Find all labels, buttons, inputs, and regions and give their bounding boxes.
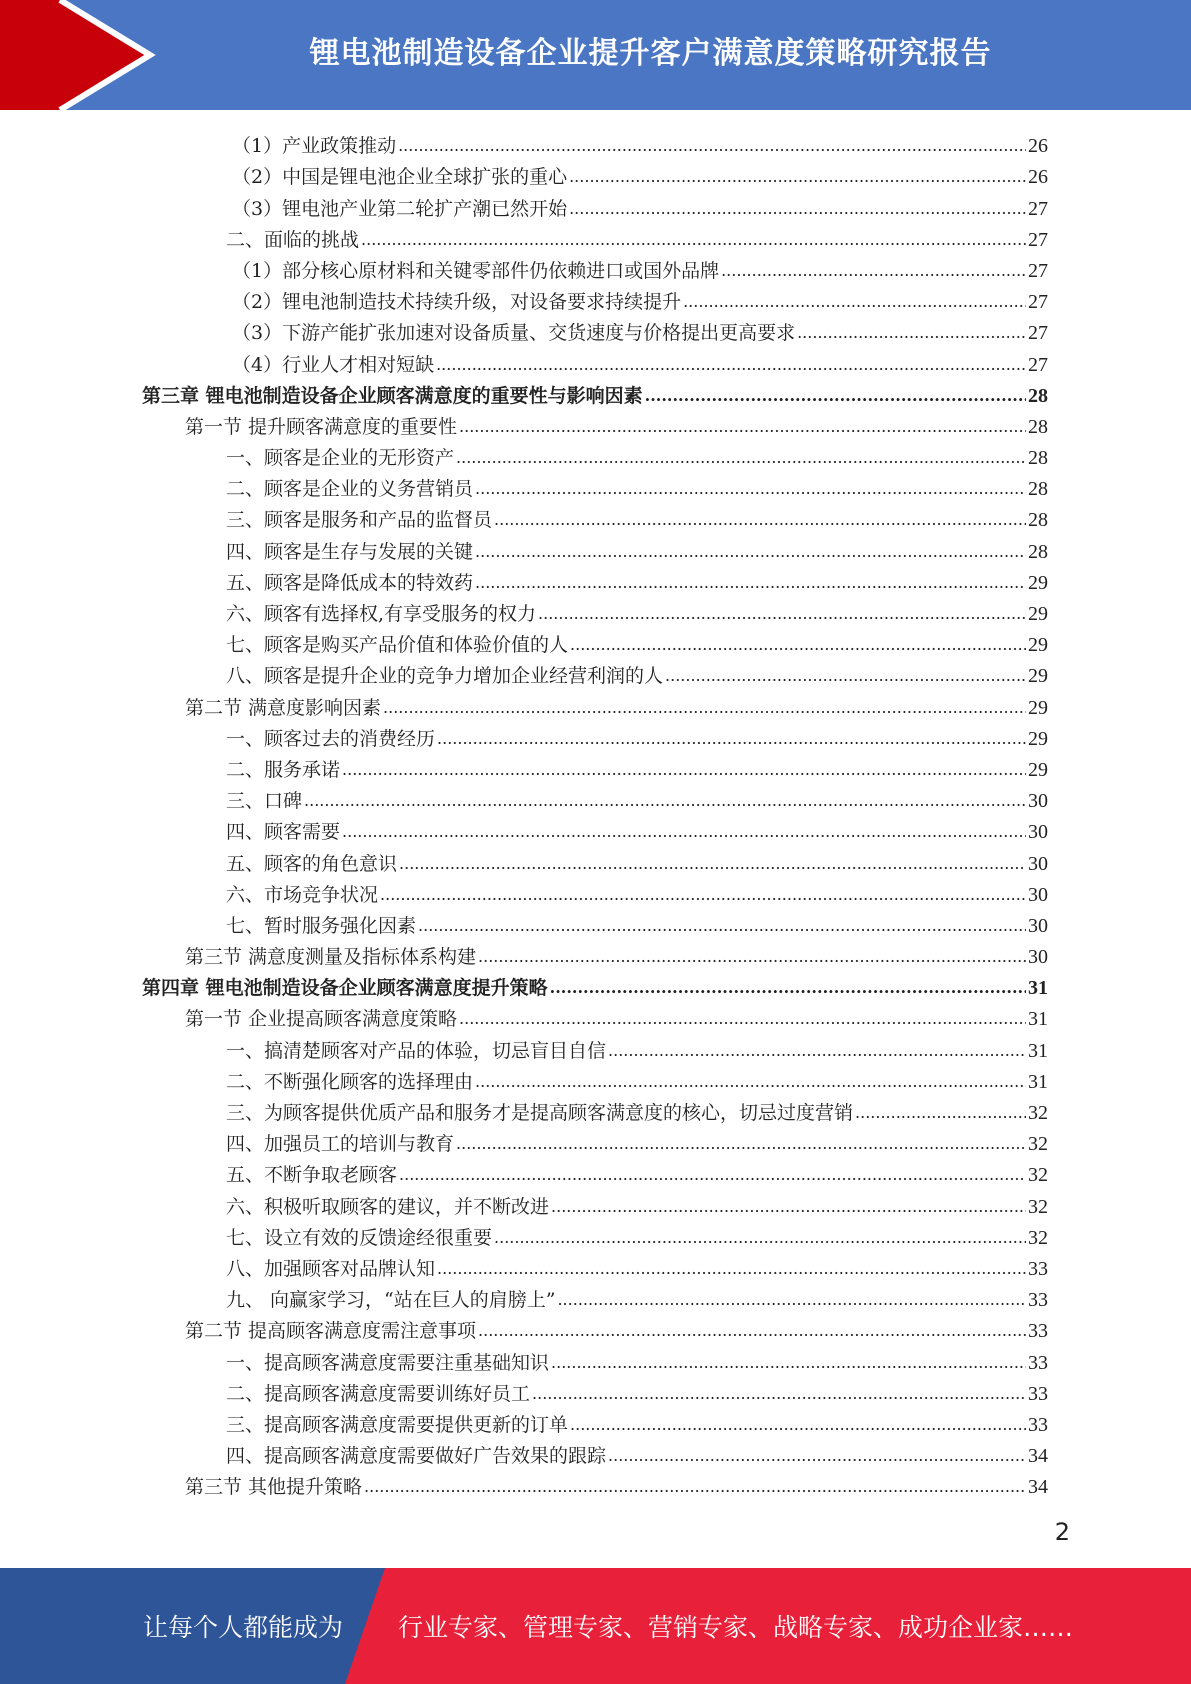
toc-entry[interactable] xyxy=(0,1219,1191,1250)
toc-leader-dots xyxy=(570,1413,1026,1437)
toc-entry-title: 六、积极听取顾客的建议，并不断改进 xyxy=(226,1195,550,1218)
toc-entry[interactable] xyxy=(0,345,1191,376)
toc-entry-title: 三、提高顾客满意度需要提供更新的订单 xyxy=(226,1413,569,1436)
toc-entry-title: （4）行业人才相对短缺 xyxy=(232,353,435,376)
toc-leader-dots xyxy=(418,914,1026,938)
toc-entry[interactable] xyxy=(0,844,1191,875)
toc-leader-dots xyxy=(399,1163,1026,1187)
toc-entry-title: 五、不断争取老顾客 xyxy=(226,1164,398,1187)
toc-entry-title: 第一节 提升顾客满意度的重要性 xyxy=(185,415,458,438)
toc-entry-title: 四、提高顾客满意度需要做好广告效果的跟踪 xyxy=(226,1445,607,1468)
toc-leader-dots xyxy=(494,508,1026,532)
toc-entry-title: 二、面临的挑战 xyxy=(226,228,360,251)
toc-entry[interactable] xyxy=(0,876,1191,907)
toc-entry-page: 30 xyxy=(1028,914,1048,937)
toc-entry-page: 33 xyxy=(1028,1382,1048,1405)
toc-leader-dots xyxy=(437,727,1026,751)
toc-entry[interactable] xyxy=(0,1312,1191,1343)
toc-entry-page: 34 xyxy=(1028,1445,1048,1468)
toc-entry[interactable] xyxy=(0,907,1191,938)
toc-leader-dots xyxy=(342,820,1026,844)
toc-leader-dots xyxy=(475,477,1026,501)
toc-entry[interactable] xyxy=(0,221,1191,252)
toc-entry-title: 一、顾客过去的消费经历 xyxy=(226,727,436,750)
toc-entry-title: 八、加强顾客对品牌认知 xyxy=(226,1257,436,1280)
toc-entry[interactable] xyxy=(0,1468,1191,1499)
toc-entry[interactable] xyxy=(0,1250,1191,1281)
toc-entry-page: 33 xyxy=(1028,1289,1048,1312)
toc-entry-title: 九、 向赢家学习，“站在巨人的肩膀上” xyxy=(226,1289,556,1312)
toc-leader-dots xyxy=(475,540,1026,564)
toc-entry[interactable] xyxy=(0,189,1191,220)
toc-entry-page: 30 xyxy=(1028,790,1048,813)
toc-leader-dots xyxy=(342,758,1026,782)
toc-entry-title: 七、设立有效的反馈途经很重要 xyxy=(226,1226,493,1249)
toc-leader-dots xyxy=(532,1382,1026,1406)
toc-entry-page: 34 xyxy=(1028,1476,1048,1499)
toc-leader-dots xyxy=(436,353,1026,377)
toc-entry-title: （3）下游产能扩张加速对设备质量、交货速度与价格提出更高要求 xyxy=(232,322,796,345)
toc-entry-page: 28 xyxy=(1028,415,1048,438)
toc-entry-title: （2）锂电池制造技术持续升级，对设备要求持续提升 xyxy=(232,291,682,314)
toc-leader-dots xyxy=(494,1226,1026,1250)
toc-entry-title: 第一节 企业提高顾客满意度策略 xyxy=(185,1008,458,1031)
toc-leader-dots xyxy=(665,664,1026,688)
toc-entry-page: 29 xyxy=(1028,727,1048,750)
toc-entry-title: 二、服务承诺 xyxy=(226,758,341,781)
toc-leader-dots xyxy=(797,321,1026,345)
toc-entry-title: 第三章 锂电池制造设备企业顾客满意度的重要性与影响因素 xyxy=(142,384,643,407)
toc-entry-title: 第二节 满意度影响因素 xyxy=(185,696,382,719)
toc-leader-dots xyxy=(475,571,1026,595)
toc-entry-page: 33 xyxy=(1028,1320,1048,1343)
toc-entry[interactable] xyxy=(0,501,1191,532)
toc-entry-title: 三、口碑 xyxy=(226,790,303,813)
toc-leader-dots xyxy=(855,1101,1026,1125)
footer-slogan-right: 行业专家、管理专家、营销专家、战略专家、成功企业家…… xyxy=(398,1613,1074,1642)
toc-leader-dots xyxy=(383,696,1026,720)
toc-leader-dots xyxy=(459,415,1026,439)
toc-leader-dots xyxy=(645,384,1026,408)
toc-entry[interactable] xyxy=(0,782,1191,813)
toc-entry-page: 31 xyxy=(1028,977,1048,1000)
toc-entry-title: 二、顾客是企业的义务营销员 xyxy=(226,478,474,501)
toc-leader-dots xyxy=(570,633,1026,657)
toc-entry-title: 一、搞清楚顾客对产品的体验，切忌盲目自信 xyxy=(226,1039,607,1062)
toc-entry-title: 二、提高顾客满意度需要训练好员工 xyxy=(226,1382,531,1405)
toc-entry-page: 29 xyxy=(1028,571,1048,594)
toc-entry-page: 26 xyxy=(1028,166,1048,189)
toc-leader-dots xyxy=(459,1007,1026,1031)
toc-leader-dots xyxy=(364,1475,1026,1499)
toc-entry[interactable] xyxy=(0,377,1191,408)
toc-entry-page: 28 xyxy=(1028,540,1048,563)
toc-entry-title: 三、为顾客提供优质产品和服务才是提高顾客满意度的核心，切忌过度营销 xyxy=(226,1102,854,1124)
toc-entry-page: 28 xyxy=(1028,447,1048,470)
toc-entry-page: 30 xyxy=(1028,946,1048,969)
toc-entry-title: （1）部分核心原材料和关键零部件仍依赖进口或国外品牌 xyxy=(232,259,720,282)
toc-entry[interactable] xyxy=(0,283,1191,314)
toc-entry[interactable] xyxy=(0,1281,1191,1312)
toc-entry-page: 32 xyxy=(1028,1102,1048,1124)
toc-entry-page: 31 xyxy=(1028,1039,1048,1062)
toc-entry[interactable] xyxy=(0,470,1191,501)
toc-entry-page: 27 xyxy=(1028,291,1048,314)
toc-entry-page: 27 xyxy=(1028,197,1048,220)
toc-entry-page: 29 xyxy=(1028,696,1048,719)
toc-entry-page: 33 xyxy=(1028,1257,1048,1280)
toc-entry-title: （1）产业政策推动 xyxy=(232,135,397,158)
toc-entry[interactable] xyxy=(0,1406,1191,1437)
toc-leader-dots xyxy=(608,1444,1026,1468)
toc-entry-page: 32 xyxy=(1028,1195,1048,1218)
toc-leader-dots xyxy=(361,228,1026,252)
table-of-contents xyxy=(0,127,1191,1499)
toc-leader-dots xyxy=(398,134,1026,158)
toc-entry[interactable] xyxy=(0,158,1191,189)
toc-entry[interactable] xyxy=(0,813,1191,844)
toc-entry-page: 27 xyxy=(1028,228,1048,251)
toc-entry-title: 三、顾客是服务和产品的监督员 xyxy=(226,509,493,532)
toc-entry[interactable] xyxy=(0,1375,1191,1406)
toc-entry-page: 29 xyxy=(1028,758,1048,781)
toc-entry-title: 一、顾客是企业的无形资产 xyxy=(226,447,455,470)
toc-entry[interactable] xyxy=(0,626,1191,657)
toc-entry[interactable] xyxy=(0,1000,1191,1031)
toc-entry-page: 27 xyxy=(1028,353,1048,376)
toc-entry-page: 31 xyxy=(1028,1070,1048,1093)
toc-entry-title: 七、暂时服务强化因素 xyxy=(226,914,417,937)
toc-entry[interactable] xyxy=(0,720,1191,751)
toc-entry[interactable] xyxy=(0,657,1191,688)
toc-entry[interactable] xyxy=(0,595,1191,626)
toc-leader-dots xyxy=(475,1070,1026,1094)
toc-entry-page: 29 xyxy=(1028,665,1048,688)
toc-leader-dots xyxy=(304,789,1026,813)
toc-leader-dots xyxy=(538,602,1026,626)
red-chevron-icon xyxy=(0,0,160,110)
toc-entry-title: 六、市场竞争状况 xyxy=(226,883,379,906)
header-bar xyxy=(0,0,1191,110)
toc-entry[interactable] xyxy=(0,252,1191,283)
toc-entry-page: 31 xyxy=(1028,1008,1048,1031)
toc-entry-title: 八、顾客是提升企业的竞争力增加企业经营利润的人 xyxy=(226,665,664,688)
toc-entry-page: 32 xyxy=(1028,1226,1048,1249)
toc-entry-title: 第二节 提高顾客满意度需注意事项 xyxy=(185,1320,477,1343)
toc-entry[interactable] xyxy=(0,1094,1191,1125)
toc-leader-dots xyxy=(399,852,1026,876)
toc-entry[interactable] xyxy=(0,408,1191,439)
toc-leader-dots xyxy=(456,1132,1026,1156)
toc-entry-title: 五、顾客是降低成本的特效药 xyxy=(226,571,474,594)
toc-entry[interactable] xyxy=(0,1031,1191,1062)
toc-entry[interactable] xyxy=(0,1187,1191,1218)
toc-entry[interactable] xyxy=(0,127,1191,158)
report-title: 锂电池制造设备企业提升客户满意度策略研究报告 xyxy=(309,36,992,71)
toc-entry-page: 27 xyxy=(1028,259,1048,282)
toc-entry-page: 33 xyxy=(1028,1413,1048,1436)
toc-entry[interactable] xyxy=(0,1156,1191,1187)
toc-entry-page: 33 xyxy=(1028,1351,1048,1374)
toc-entry[interactable] xyxy=(0,1063,1191,1094)
toc-leader-dots xyxy=(478,945,1026,969)
toc-entry[interactable] xyxy=(0,564,1191,595)
toc-entry-page: 30 xyxy=(1028,821,1048,844)
toc-entry[interactable] xyxy=(0,1343,1191,1374)
toc-entry-title: 五、顾客的角色意识 xyxy=(226,852,398,875)
toc-entry-title: 第三节 满意度测量及指标体系构建 xyxy=(185,946,477,969)
toc-entry[interactable] xyxy=(0,1125,1191,1156)
toc-entry-page: 27 xyxy=(1028,322,1048,345)
toc-entry-title: 六、顾客有选择权,有享受服务的权力 xyxy=(226,603,537,625)
toc-entry-title: 四、顾客需要 xyxy=(226,821,341,844)
toc-entry-page: 30 xyxy=(1028,852,1048,875)
toc-entry-title: 第四章 锂电池制造设备企业顾客满意度提升策略 xyxy=(142,977,548,1000)
toc-leader-dots xyxy=(456,446,1026,470)
toc-entry[interactable] xyxy=(0,532,1191,563)
toc-entry-page: 28 xyxy=(1028,509,1048,532)
toc-leader-dots xyxy=(380,883,1026,907)
toc-entry-page: 29 xyxy=(1028,603,1048,625)
toc-entry-page: 32 xyxy=(1028,1133,1048,1156)
toc-leader-dots xyxy=(437,1257,1026,1281)
toc-entry-title: 二、不断强化顾客的选择理由 xyxy=(226,1070,474,1093)
toc-leader-dots xyxy=(608,1039,1026,1063)
toc-entry[interactable] xyxy=(0,439,1191,470)
toc-entry-page: 29 xyxy=(1028,634,1048,657)
toc-leader-dots xyxy=(478,1319,1026,1343)
toc-leader-dots xyxy=(569,165,1026,189)
toc-entry[interactable] xyxy=(0,938,1191,969)
toc-entry-title: 七、顾客是购买产品价值和体验价值的人 xyxy=(226,634,569,657)
toc-leader-dots xyxy=(569,197,1026,221)
footer-bar xyxy=(0,1568,1191,1684)
toc-entry[interactable] xyxy=(0,688,1191,719)
toc-entry[interactable] xyxy=(0,969,1191,1000)
toc-entry-page: 30 xyxy=(1028,883,1048,906)
toc-entry-title: （2）中国是锂电池企业全球扩张的重心 xyxy=(232,166,568,189)
toc-leader-dots xyxy=(557,1288,1026,1312)
toc-entry-title: 第三节 其他提升策略 xyxy=(185,1476,363,1499)
toc-entry-title: 一、提高顾客满意度需要注重基础知识 xyxy=(226,1351,550,1374)
toc-leader-dots xyxy=(551,1351,1026,1375)
toc-leader-dots xyxy=(683,290,1026,314)
toc-entry[interactable] xyxy=(0,314,1191,345)
page-number: 2 xyxy=(1054,1518,1070,1546)
toc-entry[interactable] xyxy=(0,751,1191,782)
toc-entry-page: 28 xyxy=(1028,478,1048,501)
toc-entry[interactable] xyxy=(0,1437,1191,1468)
toc-leader-dots xyxy=(551,1195,1026,1219)
toc-leader-dots xyxy=(721,259,1026,283)
toc-entry-page: 26 xyxy=(1028,135,1048,158)
footer-slogan-left: 让每个人都能成为 xyxy=(143,1613,344,1642)
toc-entry-title: （3）锂电池产业第二轮扩产潮已然开始 xyxy=(232,197,568,220)
toc-entry-title: 四、顾客是生存与发展的关键 xyxy=(226,540,474,563)
toc-leader-dots xyxy=(550,976,1026,1000)
toc-entry-page: 28 xyxy=(1028,384,1048,407)
toc-entry-page: 32 xyxy=(1028,1164,1048,1187)
toc-entry-title: 四、加强员工的培训与教育 xyxy=(226,1133,455,1156)
